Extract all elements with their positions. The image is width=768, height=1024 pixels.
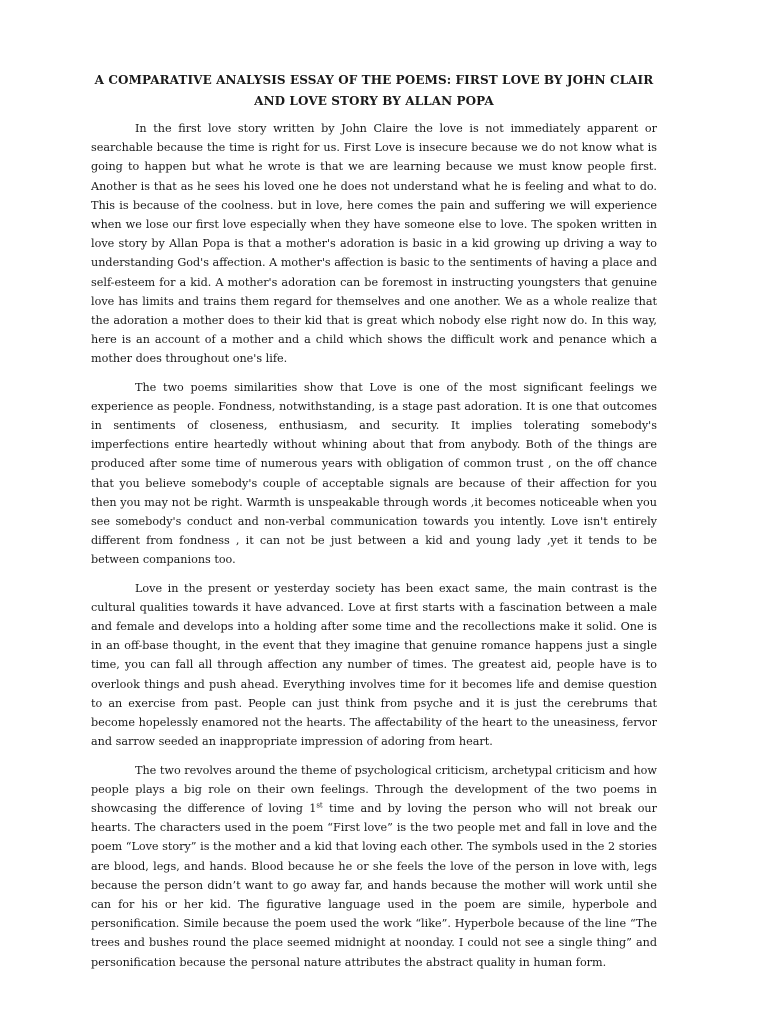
paragraph-2: The two poems similarities show that Love is one of the most significant feelings we experience as people. Fondness, notwithstanding, is a stage past adoration. It is one that outcomes in sentiments of closeness, enthusiasm, and security. It implies tolerating somebody's imperfections entire heartedly without whining about that from anybody. Both of the things are produced after some time of numerous years with obligation of common trust , on the off chance that you believe somebody's couple of acceptable signals are because of their affection for you then you may not be right. Warmth is unspeakable through words ,it becomes noticeable when you see somebody's conduct and non-verbal communication towards you intently. Love isn't entirely different from fondness , it can not be just between a kid and young lady ,yet it tends to be between companions too.	[91, 380, 657, 567]
paragraph-4	[91, 761, 657, 972]
paragraph-4-text-start: The two revolves around the theme of psychological criticism, archetypal criticism and how people plays a big role on their own feelings. Through the development of the two poems in showcasing the difference of loving 1	[91, 763, 657, 815]
essay-title-line-1: A COMPARATIVE ANALYSIS ESSAY OF THE POEMS: FIRST LOVE BY JOHN CLAIR	[94, 73, 654, 87]
paragraph-4-text-end: time and by loving the person who will not break our hearts. The characters used in the poem “First love” is the two people met and fall in love and the poem “Love story” is the mother and a kid that loving each other. The symbols used in the 2 stories are blood, legs, and hands. Blood because he or she feels the love of the person in love with, legs because the person didn’t want to go away far, and hands because the mother will work until she can for his or her kid. The figurative language used in the poem are simile, hyperbole and personification. Simile because the poem used the work “like”. Hyperbole because of the line “The trees and bushes round the place seemed midnight at noonday. I could not see a single thing” and personification because the personal nature attributes the abstract quality in human form.	[91, 801, 657, 969]
ordinal-superscript: st	[316, 801, 323, 810]
paragraph-3: Love in the present or yesterday society has been exact same, the main contrast is the cultural qualities towards it have advanced. Love at first starts with a fascination between a male and female and develops into a holding after some time and the recollections make it solid. One is in an off-base thought, in the event that they imagine that genuine romance happens just a single time, you can fall all through affection any number of times. The greatest aid, people have is to overlook things and push ahead. Everything involves time for it becomes life and demise question to an exercise from past. People can just think from psyche and it is just the cerebrums that become hopelessly enamored not the hearts. The affectability of the heart to the uneasiness, fervor and sarrow seeded an inappropriate impression of adoring from heart.	[91, 581, 657, 749]
essay-title-line-2: AND LOVE STORY BY ALLAN POPA	[254, 94, 494, 108]
essay-title	[91, 70, 657, 112]
paragraph-1: In the first love story written by John Claire the love is not immediately apparent or searchable because the time is right for us. First Love is insecure because we do not know what is going to happen but what he wrote is that we are learning because we must know people first. Another is that as he sees his loved one he does not understand what he is feeling and what to do. This is because of the coolness. but in love, here comes the pain and suffering we will experience when we lose our first love especially when they have someone else to love. The spoken written in love story by Allan Popa is that a mother's adoration is basic in a kid growing up driving a way to understanding God's affection. A mother's affection is basic to the sentiments of having a place and self-esteem for a kid. A mother's adoration can be foremost in instructing youngsters that genuine love has limits and trains them regard for themselves and one another. We as a whole realize that the adoration a mother does to their kid that is great which nobody else right now do. In this way, here is an account of a mother and a child which shows the difficult work and penance which a mother does throughout one's life.	[91, 122, 657, 366]
